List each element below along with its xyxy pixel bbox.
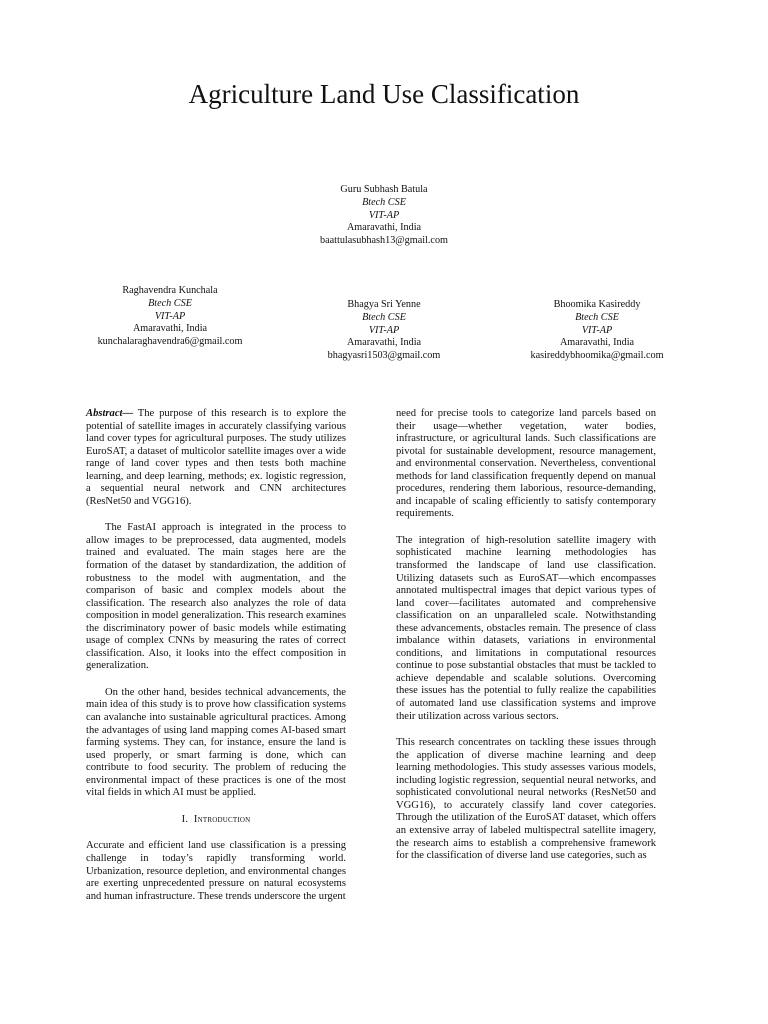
author-name: Raghavendra Kunchala [122,285,218,296]
author-email: baattulasubhash13@gmail.com [320,235,448,247]
abstract-paragraph [86,408,346,508]
author-block-4 [497,299,697,363]
author-location: Amaravathi, India [559,337,635,349]
author-org: VIT-AP [368,324,400,336]
author-email: kunchalaraghavendra6@gmail.com [97,336,243,348]
abstract-paragraph-3: On the other hand, besides technical advancements, the main idea of this study is to prove how classification systems can avalanche into sustainable agricultural practices. Among the advantages of using land mapping comes AI-based smart farming systems. They can, for instance, ensure the land is used properly, or smart farming is done, which can contribute to food security. The problem of reducing the environmental impact of these practices is one of the most vital fields in which AI must be applied. [86,686,346,799]
right-paragraph-3: This research concentrates on tackling these issues through the application of diverse machine learning and deep learning methodologies. This study assesses various models, including logistic regression, sequential neural networks, and sophisticated convolutional neural networks (ResNet50 and VGG16), to accurately classify land cover categories. Through the utilization of the EuroSAT dataset, which offers an extensive array of labeled multispectral satellite imagery, the research aims to establish a comprehensive framework for the classification of diverse land use categories, such as [396,737,656,862]
right-paragraph-2: The integration of high-resolution satellite imagery with sophisticated machine learning methodologies has transformed the landscape of land use classification. Utilizing datasets such as EuroSAT—which encompasses annotated multispectral images that depict various types of land cover—facilitates automated and comprehensive classification on an unparalleled scale. Notwithstanding these advancements, obstacles remain. The presence of class imbalance within datasets, variations in environmental conditions, and limitations in computational resources continue to pose substantial obstacles that must be tackled to achieve dependable and scalable solutions. Overcoming these issues has the potential to fully realize the capabilities of automated land use classification systems and improve their utilization across various sectors. [396,534,656,722]
paper-title: Agriculture Land Use Classification [188,79,580,109]
author-block-3 [284,299,484,363]
author-role: Btech CSE [148,297,192,309]
author-email: kasireddybhoomika@gmail.com [530,350,664,362]
author-org: VIT-AP [154,310,186,322]
right-column [396,408,656,863]
abstract-paragraph-2: The FastAI approach is integrated in the process to allow images to be preprocessed, data augmented, models trained and evaluated. The main stages here are the formation of the dataset by standardization, the addition of robustness to the model with augmentation, and the comparison of basic and complex models about the classification. The research also analyzes the role of data composition in model generalization. This research examines the discriminatory power of basic models while estimating usage of complex CNNs by measuring the rates of correct classification. Also, it looks into the effect composition in generalization. [86,522,346,672]
author-location: Amaravathi, India [346,337,422,349]
author-role: Btech CSE [575,311,619,323]
author-email: bhagyasri1503@gmail.com [327,350,441,362]
section-heading-introduction [86,814,346,827]
author-role: Btech CSE [362,311,406,323]
right-paragraph-1: need for precise tools to categorize land parcels based on their usage—whether vegetation, water bodies, infrastructure, or agricultural lands. Such classifications are pivotal for sustainable development, resource management, and environmental conservation. Nevertheless, conventional methods for land classification frequently depend on manual procedures, rendering them laborious, resource-demanding, and incapable of scaling efficiently to satisfy contemporary requirements. [396,408,656,520]
section-title: Introduction [193,813,251,825]
author-name: Guru Subhash Batula [340,184,428,195]
intro-paragraph-1: Accurate and efficient land use classification is a pressing challenge in today’s rapidly transforming world. Urbanization, resource depletion, and environmental changes are exerting unprecedented pressure on natural ecosystems and human infrastructure. These trends underscore the urgent [86,840,346,902]
author-org: VIT-AP [581,324,613,336]
author-org: VIT-AP [368,209,400,221]
author-name: Bhoomika Kasireddy [553,299,641,310]
author-block-2 [70,285,270,349]
author-name: Bhagya Sri Yenne [347,299,421,310]
author-role: Btech CSE [362,196,406,208]
author-block-1 [284,184,484,248]
abstract-label: Abstract— [86,408,134,419]
left-column [86,408,346,903]
abstract-text: The purpose of this research is to explore the potential of satellite images in accurately classifying various land cover types for agricultural purposes. The study utilizes EuroSAT, a dataset of multicolor satellite images over a wide range of land cover types and then tests both machine learning, and deep learning, methods; ex. logistic regression, a sequential neural network and CNN architectures (ResNet50 and VGG16). [86,408,346,507]
author-location: Amaravathi, India [132,323,208,335]
section-number: I. [181,813,189,825]
author-location: Amaravathi, India [346,222,422,234]
